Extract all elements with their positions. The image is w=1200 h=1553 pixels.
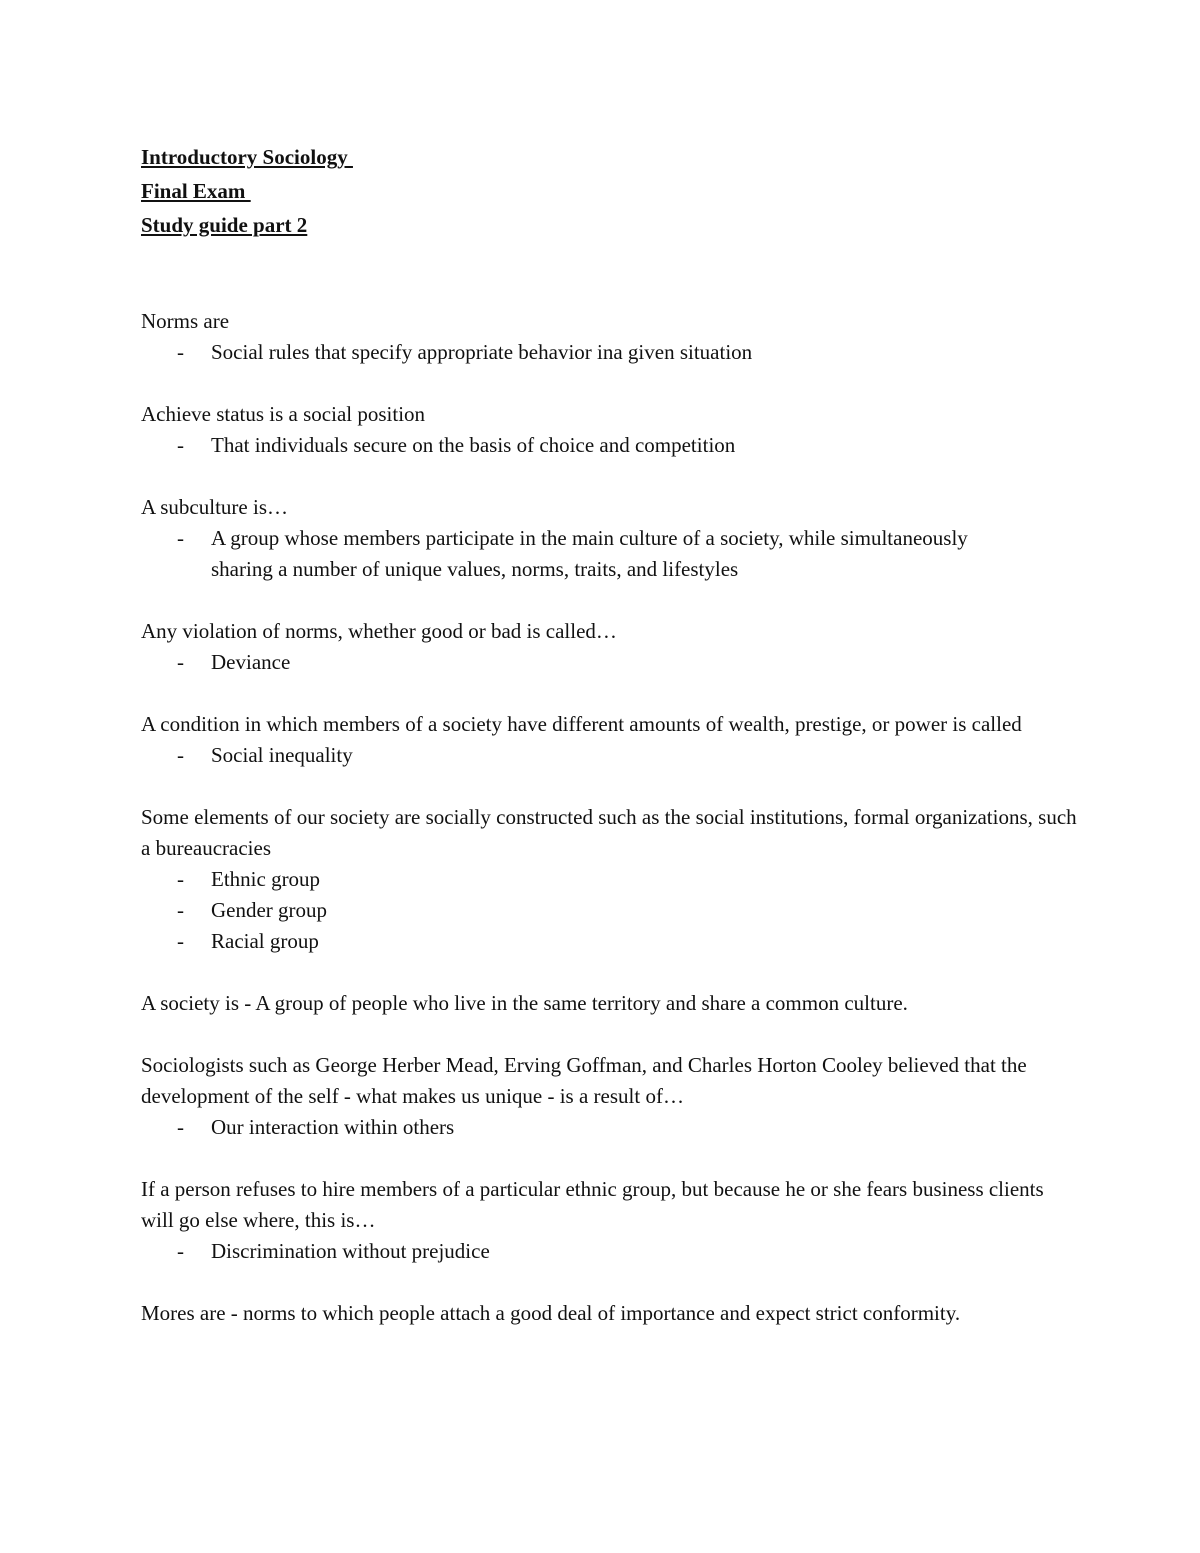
answer-bullet — [141, 337, 1011, 368]
question-text: A subculture is… — [141, 495, 288, 519]
answer-text: Social rules that specify appropriate behavior ina given situation — [211, 340, 753, 364]
bullet-dash: - — [177, 929, 184, 953]
answer-text: Our interaction within others — [211, 1115, 455, 1139]
course-title: Introductory Sociology — [141, 145, 353, 169]
bullet-dash: - — [177, 1239, 184, 1263]
bullet-dash: - — [177, 650, 184, 674]
bullet-dash: - — [177, 898, 184, 922]
question-text: If a person refuses to hire members of a particular ethnic group, but because he or she fears business clients will go else where, this is… — [141, 1177, 1044, 1232]
study-item — [141, 988, 1081, 1019]
answer-text: Discrimination without prejudice — [211, 1239, 490, 1263]
answer-text: Ethnic group — [211, 867, 321, 891]
study-item — [141, 399, 1081, 461]
study-item — [141, 802, 1081, 957]
question-text: Achieve status is a social position — [141, 402, 426, 426]
document-page — [141, 140, 1081, 1360]
answer-bullet — [141, 430, 1011, 461]
bullet-dash: - — [177, 1115, 184, 1139]
study-item — [141, 492, 1081, 585]
study-item — [141, 616, 1081, 678]
answer-text: A group whose members participate in the main culture of a society, while simultaneously sharing a number of unique values, norms, traits, and lifestyles — [211, 526, 968, 581]
question-text: Norms are — [141, 309, 230, 333]
study-items — [141, 306, 1081, 1329]
title-block — [141, 140, 1081, 242]
question-text: Any violation of norms, whether good or bad is called… — [141, 619, 617, 643]
answer-bullet — [141, 926, 1011, 957]
answer-bullet — [141, 864, 1011, 895]
answer-bullet — [141, 647, 1011, 678]
answer-text: Social inequality — [211, 743, 353, 767]
guide-title: Study guide part 2 — [141, 213, 308, 237]
study-item — [141, 1298, 1081, 1329]
question-text: Mores are - norms to which people attach a good deal of importance and expect strict conformity. — [141, 1301, 961, 1325]
answer-bullet — [141, 740, 1011, 771]
bullet-dash: - — [177, 526, 184, 550]
study-item — [141, 1050, 1081, 1143]
bullet-dash: - — [177, 433, 184, 457]
answer-bullet — [141, 895, 1011, 926]
question-text: Sociologists such as George Herber Mead, Erving Goffman, and Charles Horton Cooley believed that the development of the self - what makes us unique - is a result of… — [141, 1053, 1027, 1108]
answer-bullet — [141, 1112, 1011, 1143]
question-text: A society is - A group of people who live in the same territory and share a common culture. — [141, 991, 908, 1015]
answer-text: That individuals secure on the basis of choice and competition — [211, 433, 736, 457]
question-text: A condition in which members of a society have different amounts of wealth, prestige, or power is called — [141, 712, 1022, 736]
bullet-dash: - — [177, 743, 184, 767]
answer-text: Deviance — [211, 650, 291, 674]
study-item — [141, 1174, 1081, 1267]
answer-bullet — [141, 523, 1011, 585]
exam-title: Final Exam — [141, 179, 251, 203]
answer-text: Gender group — [211, 898, 328, 922]
bullet-dash: - — [177, 867, 184, 891]
bullet-dash: - — [177, 340, 184, 364]
question-text: Some elements of our society are socially constructed such as the social institutions, formal organizations, such a bureaucracies — [141, 805, 1077, 860]
answer-bullet — [141, 1236, 1011, 1267]
study-item — [141, 709, 1081, 771]
study-item — [141, 306, 1081, 368]
answer-text: Racial group — [211, 929, 319, 953]
